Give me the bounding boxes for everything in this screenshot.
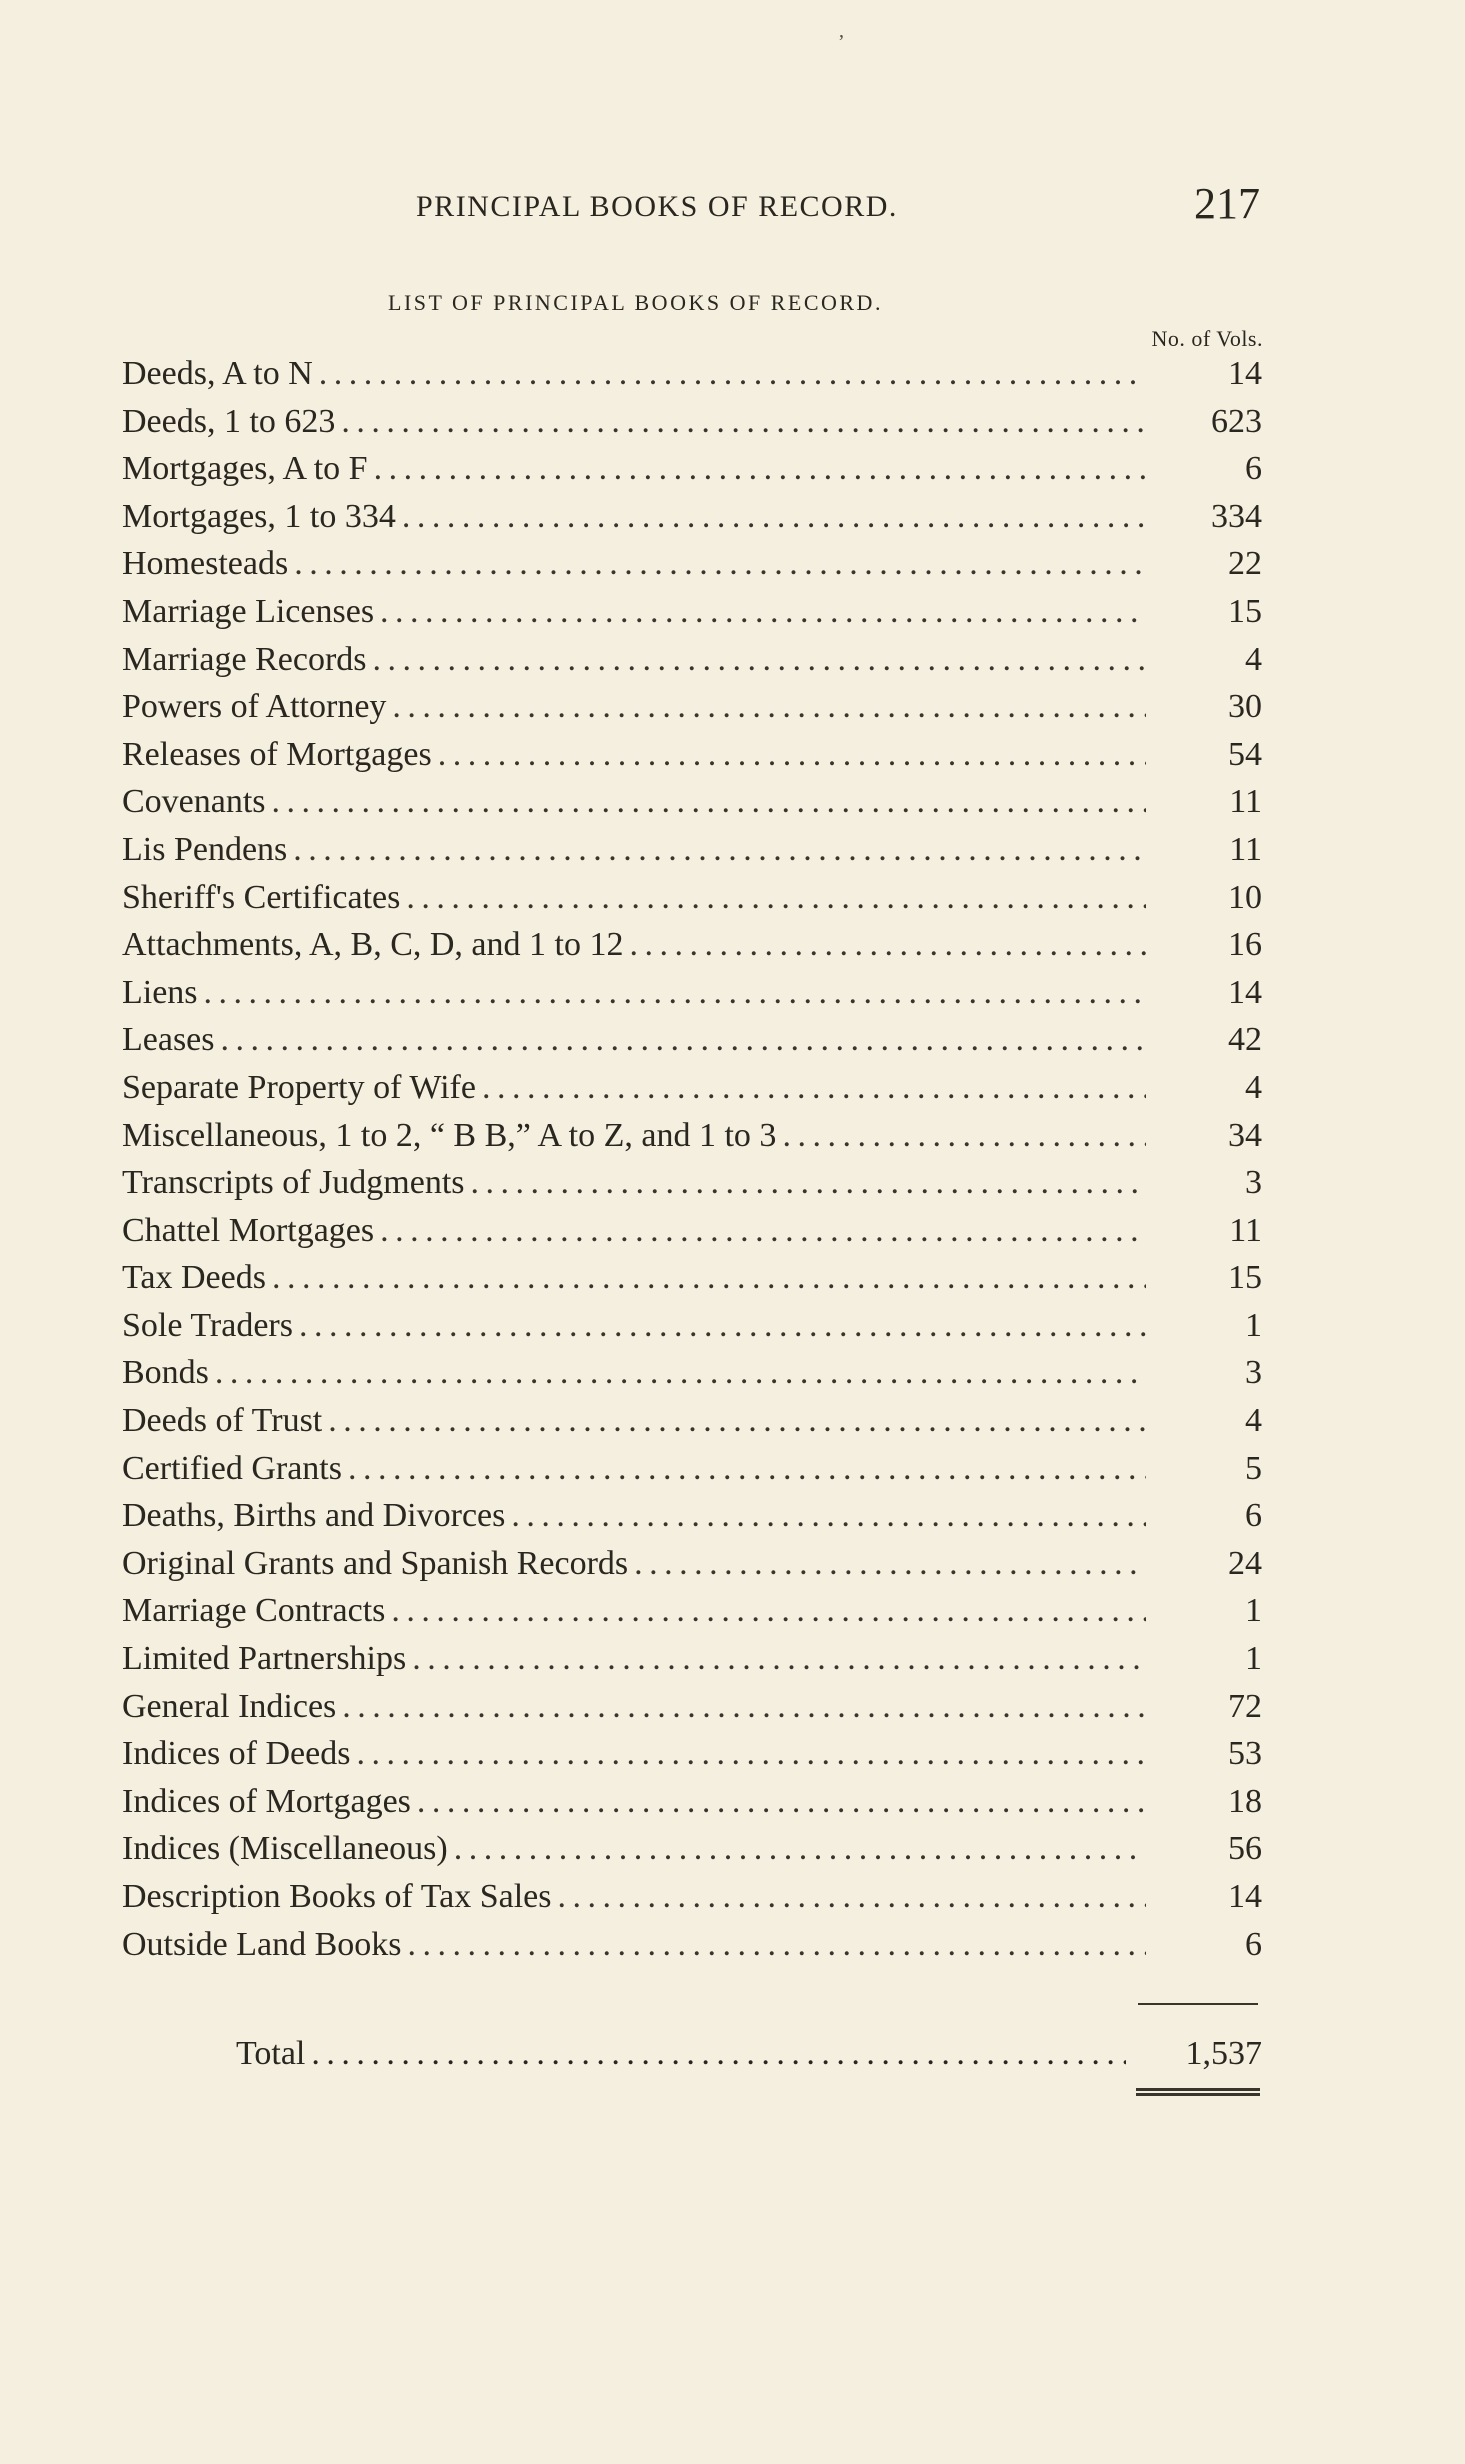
entry-vols: 14 [1228,973,1262,1011]
dot-leader [294,540,1146,588]
double-rule [1136,2088,1260,2096]
list-item [122,778,1262,826]
list-item [122,1112,1262,1160]
entry-label: Mortgages, A to F [122,450,368,488]
entry-vols: 24 [1228,1544,1262,1582]
entry-vols: 22 [1228,545,1262,583]
entry-vols: 53 [1228,1735,1262,1773]
entry-label: Releases of Mortgages [122,735,432,773]
dot-leader [373,636,1146,684]
entry-label: Sheriff's Certificates [122,878,401,916]
entry-label: Deaths, Births and Divorces [122,1497,506,1535]
dot-leader [380,588,1146,636]
entry-vols: 15 [1228,1259,1262,1297]
entry-label: Bonds [122,1354,209,1392]
entry-label: Deeds of Trust [122,1402,323,1440]
sum-rule [1138,2003,1258,2005]
dot-leader [272,778,1146,826]
list-item [122,588,1262,636]
list-item [122,540,1262,588]
dot-leader [293,826,1146,874]
entry-label: Attachments, A, B, C, D, and 1 to 12 [122,926,624,964]
entry-label: General Indices [122,1687,337,1725]
list-item [122,731,1262,779]
entry-vols: 34 [1228,1116,1262,1154]
entry-label: Covenants [122,783,266,821]
list-item [122,1921,1262,1969]
entry-label: Miscellaneous, 1 to 2, “ B B,” A to Z, and 1 to 3 [122,1116,777,1154]
entry-vols: 623 [1211,402,1262,440]
list-item [122,1730,1262,1778]
entry-vols: 1 [1245,1592,1262,1630]
entry-label: Separate Property of Wife [122,1068,476,1106]
list-item [122,1064,1262,1112]
entry-vols: 6 [1245,1497,1262,1535]
list-item [122,1445,1262,1493]
list-item [122,445,1262,493]
entry-label: Tax Deeds [122,1259,266,1297]
dot-leader [471,1159,1146,1207]
entry-vols: 56 [1228,1830,1262,1868]
page-number: 217 [1194,179,1260,228]
entry-label: Marriage Contracts [122,1592,386,1630]
dot-leader [215,1349,1146,1397]
record-list [122,350,1262,1968]
list-item [122,683,1262,731]
entry-label: Description Books of Tax Sales [122,1878,552,1915]
list-item [122,921,1262,969]
entry-vols: 11 [1229,783,1262,821]
dot-leader [356,1730,1146,1778]
entry-vols: 10 [1228,878,1262,916]
list-item [122,969,1262,1017]
entry-vols: 54 [1228,735,1262,773]
entry-vols: 334 [1211,497,1262,535]
list-item [122,1492,1262,1540]
list-item [122,1587,1262,1635]
dot-leader [299,1302,1146,1350]
dot-leader [204,969,1146,1017]
list-item [122,1254,1262,1302]
entry-vols: 72 [1228,1687,1262,1725]
dot-leader [348,1445,1146,1493]
list-item [122,1349,1262,1397]
running-title: PRINCIPAL BOOKS OF RECORD. [416,190,898,223]
column-header-vols: No. of Vols. [1151,326,1263,351]
dot-leader [634,1540,1146,1588]
dot-leader [272,1254,1146,1302]
dot-leader [328,1397,1146,1445]
entry-label: Liens [122,973,198,1011]
list-item [122,1778,1262,1826]
dot-leader [558,1873,1147,1921]
entry-vols: 1 [1245,1640,1262,1678]
dot-leader [629,921,1146,969]
list-title: LIST OF PRINCIPAL BOOKS OF RECORD. [388,290,883,315]
list-item [122,398,1262,446]
dot-leader [341,398,1146,446]
dot-leader [438,731,1146,779]
entry-label: Indices of Mortgages [122,1782,411,1820]
dot-leader [782,1112,1146,1160]
entry-vols: 4 [1245,1068,1262,1106]
list-item [122,1159,1262,1207]
entry-label: Outside Land Books [122,1925,402,1963]
list-item [122,350,1262,398]
list-item [122,1302,1262,1350]
entry-label: Mortgages, 1 to 334 [122,497,396,535]
list-item [122,1635,1262,1683]
list-item [122,874,1262,922]
entry-label: Lis Pendens [122,830,288,868]
dot-leader [511,1492,1146,1540]
list-item [122,1397,1262,1445]
running-head [120,178,1260,238]
entry-vols: 3 [1245,1164,1262,1202]
entry-vols: 16 [1228,926,1262,964]
entry-vols: 30 [1228,688,1262,726]
entry-label: Marriage Licenses [122,592,375,630]
dot-leader [406,874,1146,922]
entry-vols: 4 [1245,640,1262,678]
dot-leader [311,2030,1126,2078]
entry-vols: 5 [1245,1449,1262,1487]
entry-vols: 6 [1245,1925,1262,1963]
list-item [122,636,1262,684]
dot-leader [482,1064,1146,1112]
entry-label: Original Grants and Spanish Records [122,1544,629,1582]
entry-vols: 3 [1245,1354,1262,1392]
dot-leader [392,683,1146,731]
entry-label: Transcripts of Judgments [122,1164,465,1202]
dot-leader [374,445,1146,493]
entry-label: Limited Partnerships [122,1640,407,1678]
total-value: 1,537 [1185,2035,1262,2072]
total-label: Total [236,2035,306,2072]
entry-vols: 1 [1245,1306,1262,1344]
entry-vols: 4 [1245,1402,1262,1440]
list-item [122,1207,1262,1255]
entry-label: Certified Grants [122,1449,342,1487]
entry-vols: 6 [1245,450,1262,488]
total-row [236,2030,1262,2078]
dot-leader [391,1587,1146,1635]
list-item [122,493,1262,541]
dot-leader [454,1825,1146,1873]
entry-vols: 15 [1228,592,1262,630]
entry-label: Homesteads [122,545,289,583]
dot-leader [221,1016,1146,1064]
dot-leader [412,1635,1146,1683]
entry-label: Marriage Records [122,640,367,678]
dot-leader [319,350,1146,398]
dot-leader [408,1921,1146,1969]
entry-vols: 14 [1228,355,1262,392]
entry-vols: 42 [1228,1021,1262,1059]
entry-label: Deeds, A to N [122,355,313,392]
list-item [122,1683,1262,1731]
entry-vols: 11 [1229,830,1262,868]
dot-leader [342,1683,1146,1731]
entry-label: Chattel Mortgages [122,1211,375,1249]
entry-label: Sole Traders [122,1306,293,1344]
list-item [122,1825,1262,1873]
entry-label: Indices (Miscellaneous) [122,1830,448,1868]
entry-label: Indices of Deeds [122,1735,351,1773]
list-item [122,1873,1262,1921]
entry-vols: 11 [1229,1211,1262,1249]
dot-leader [380,1207,1146,1255]
entry-vols: 18 [1228,1782,1262,1820]
ink-smudge: ‚ [838,20,845,42]
list-item [122,1540,1262,1588]
entry-label: Deeds, 1 to 623 [122,402,336,440]
entry-label: Leases [122,1021,215,1059]
list-item [122,1016,1262,1064]
dot-leader [417,1778,1146,1826]
dot-leader [402,493,1146,541]
entry-vols: 14 [1228,1878,1262,1915]
list-item [122,826,1262,874]
entry-label: Powers of Attorney [122,688,387,726]
